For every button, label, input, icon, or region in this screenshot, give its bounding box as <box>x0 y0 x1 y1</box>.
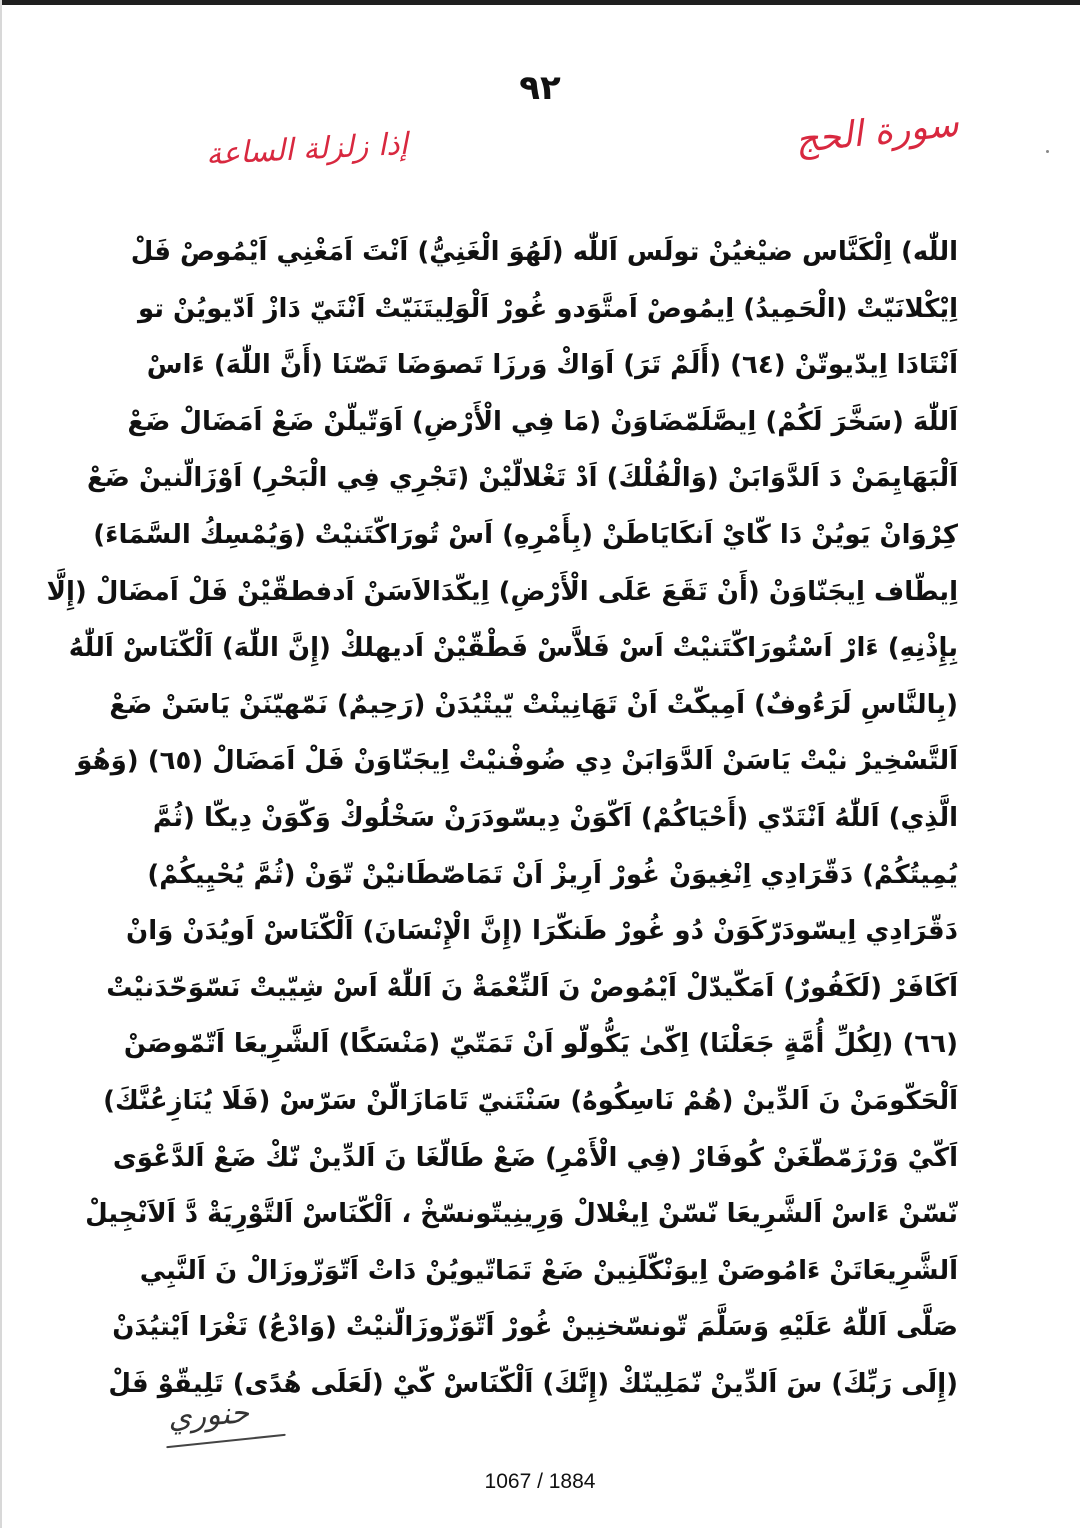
text-line: اِيطّاف اِيجَنّاوَنْ (أَنْ تَقَعَ عَلَى الْأَرْضِ) اِيكّدَالاَسَنْ اَدفطقّيْنْ فَلْ اَمضَالْ (إِلَّا <box>46 576 958 607</box>
text-line: دَقّرَادِي اِيسّودَرّكَوَنْ دُو غُورْ طَنكّرَا (إِنَّ الْإِنْسَانَ) اَلْكّنَاسْ اَويُدَنْ وَانْ <box>126 916 958 947</box>
signature-underline <box>166 1434 286 1449</box>
page-counter: 1067 / 1884 <box>484 1470 596 1493</box>
top-border <box>0 0 1080 5</box>
text-line: صَلَّى اَللّٰهُ عَلَيْهِ وَسَلَّمَ تّونسّخنِينْ غُورْ اَتّوَزّوزَالّنيْتْ (وَادْعُ) تَغْرَا اَيْتيُدَنْ <box>112 1312 958 1343</box>
text-line: اَنْتَادَا اِيدّيوتّنْ (٦٤) (أَلَمْ تَرَ) اَوَاكْ وَرزَا تَصوَضَا تَصّنَا (أَنَّ اللّٰهَ) ءَاسْ <box>146 350 958 381</box>
text-line: الَّذِي) اَللّٰهُ اَنْتَدّي (أَحْيَاكُمْ) اَكّوَنْ دِيسّودَرَنْ سَخْلُوكْ وَكّوَنْ دِيكّا (ثُمَّ <box>152 802 958 833</box>
text-line: يُمِيتُكُمْ) دَقّرَادِي اِنْغِيوَنْ غُورْ اَرِيزْ اَنْ تَمَاصّطَانيْنْ تّوَنْ (ثُمَّ يُحْيِيكُمْ) <box>147 859 958 890</box>
left-border <box>0 0 2 1528</box>
text-line: نّسّنْ ءَاسْ اَلشَّرِيعَا نّسّنْ اِيغْلالْ وَرِينِيتّونسّخْ ، اَلْكّنَاسْ اَلتَّوْرِيَةْ دَّ اَلاَنْجِيلْ <box>85 1199 958 1230</box>
main-text <box>46 224 958 1412</box>
page-number: ٩٢ <box>519 68 561 108</box>
text-line: (بِالنَّاسِ لَرَءُوفٌ) اَمِيكّتْ اَنْ تَهَانِينْتْ يّيتْيُدَنْ (رَحِيمٌ) نَمّهيّنَنْ يَاسَنْ ضَعْ <box>109 689 958 720</box>
text-line: (إِلَى رَبِّكَ) سَ اَلدِّينْ نّمَلِينّكْ (إِنَّكَ) اَلْكّنَاسْ كّيْ (لَعَلَى هُدًى) تَلِيقّوْ فَلْ <box>108 1368 958 1399</box>
text-line: بِإِذْنِهِ) ءَارْ اَسْتُورَاكّتَنيْتْ اَسْ فَلاَّسْ فَطْقّيْنْ اَديهلكْ (إِنَّ اللّٰهَ) اَلْكّنَاسْ اَللّٰهُ <box>68 633 958 664</box>
text-line: اَلشَّرِيعَاتَنْ ءَامُوصَنْ اِيوَنْكّلَنِينْ ضَعْ تَمَاتّيويُنْ دَاتْ اَتّوَزّوزَالْ نَ اَلنَّبِي <box>139 1255 958 1286</box>
text-line: اَلتَّسْخِيرْ نيْتْ يَاسَنْ اَلدَّوَابَنْ دِي ضُوفْنيْتْ اِيجَنّاوَنْ فَلْ اَمَضَالْ (٦٥) (وَهُوَ <box>76 746 958 777</box>
text-line: اَلْبَهَايِمَنْ دَ اَلدَّوَابَنْ (وَالْفُلْكَ) اَدْ تَغْلالّيْنْ (تَجْرِي فِي الْبَحْرِ) اَوْزَالّنينْ ضَعْ <box>87 463 958 494</box>
scan-speck <box>1046 150 1049 153</box>
text-line: اَكَافَرْ (لَكَفُورٌ) اَمَكّيدّلْ اَيْمُوصْ نَ اَلنِّعْمَةْ نَ اَللّٰهْ اَسْ شِيّيتْ نَسّوَحّدَنيْتْ <box>106 972 958 1003</box>
margin-note-left: إذا زلزلة الساعة <box>205 126 409 173</box>
text-line: اَللّٰهَ (سَخَّرَ لَكُمْ) اِيصَّلَمّضَاوَنْ (مَا فِي الْأَرْضِ) اَوَتّيلّنْ ضَعْ اَمَضَالْ ضَعْ <box>127 406 958 437</box>
text-line: اَلْحَكّومَنْ نَ اَلدِّينْ (هُمْ نَاسِكُوهُ) سَنْتَنيّ تَامَازَالّنْ سَرّسْ (فَلَا يُنَازِعُنَّكَ) <box>103 1085 958 1116</box>
text-line: كِرْوَانْ يَويُنْ دَا كّايْ اَنكَايَاطَنْ (بِأَمْرِهِ) اَسْ تُورَاكّتَنيْتْ (وَيُمْسِكُ السَّمَاءَ) <box>93 519 958 550</box>
text-line: (٦٦) (لِكُلِّ أُمَّةٍ جَعَلْنَا) اِكّىٰ يَكُّولّو اَنْ تَمَتّيّ (مَنْسَكًا) اَلشَّرِيعَا اَتّمّوصَنْ <box>123 1029 958 1060</box>
text-line: اَكّيْ وَرْزَمّطّغَنْ كُوفَارْ (فِي الْأَمْرِ) ضَعْ طَالّغَا نَ اَلدِّينْ نّكْ ضَعْ اَلدَّعْوَى <box>112 1142 958 1173</box>
text-line: اللّٰه) اِلْكَنَّاس ضيْغيُنْ تولَس اَللّٰه (لَهُوَ الْغَنِيُّ) اَنْتَ اَمَغْنِي اَيْمُوصْ فَلْ <box>130 237 958 267</box>
margin-note-right: سورة الحج <box>793 103 961 162</box>
text-line: اِيْكْلانَيّتْ (الْحَمِيدُ) اِيمُوصْ اَمتَّوَدو غُورْ اَلْوَلِيتَنَيّتْ اَنْتَيّ دَازْ اَدّيويُنْ تو <box>137 293 958 324</box>
handwritten-signature: حنوري <box>166 1395 251 1436</box>
